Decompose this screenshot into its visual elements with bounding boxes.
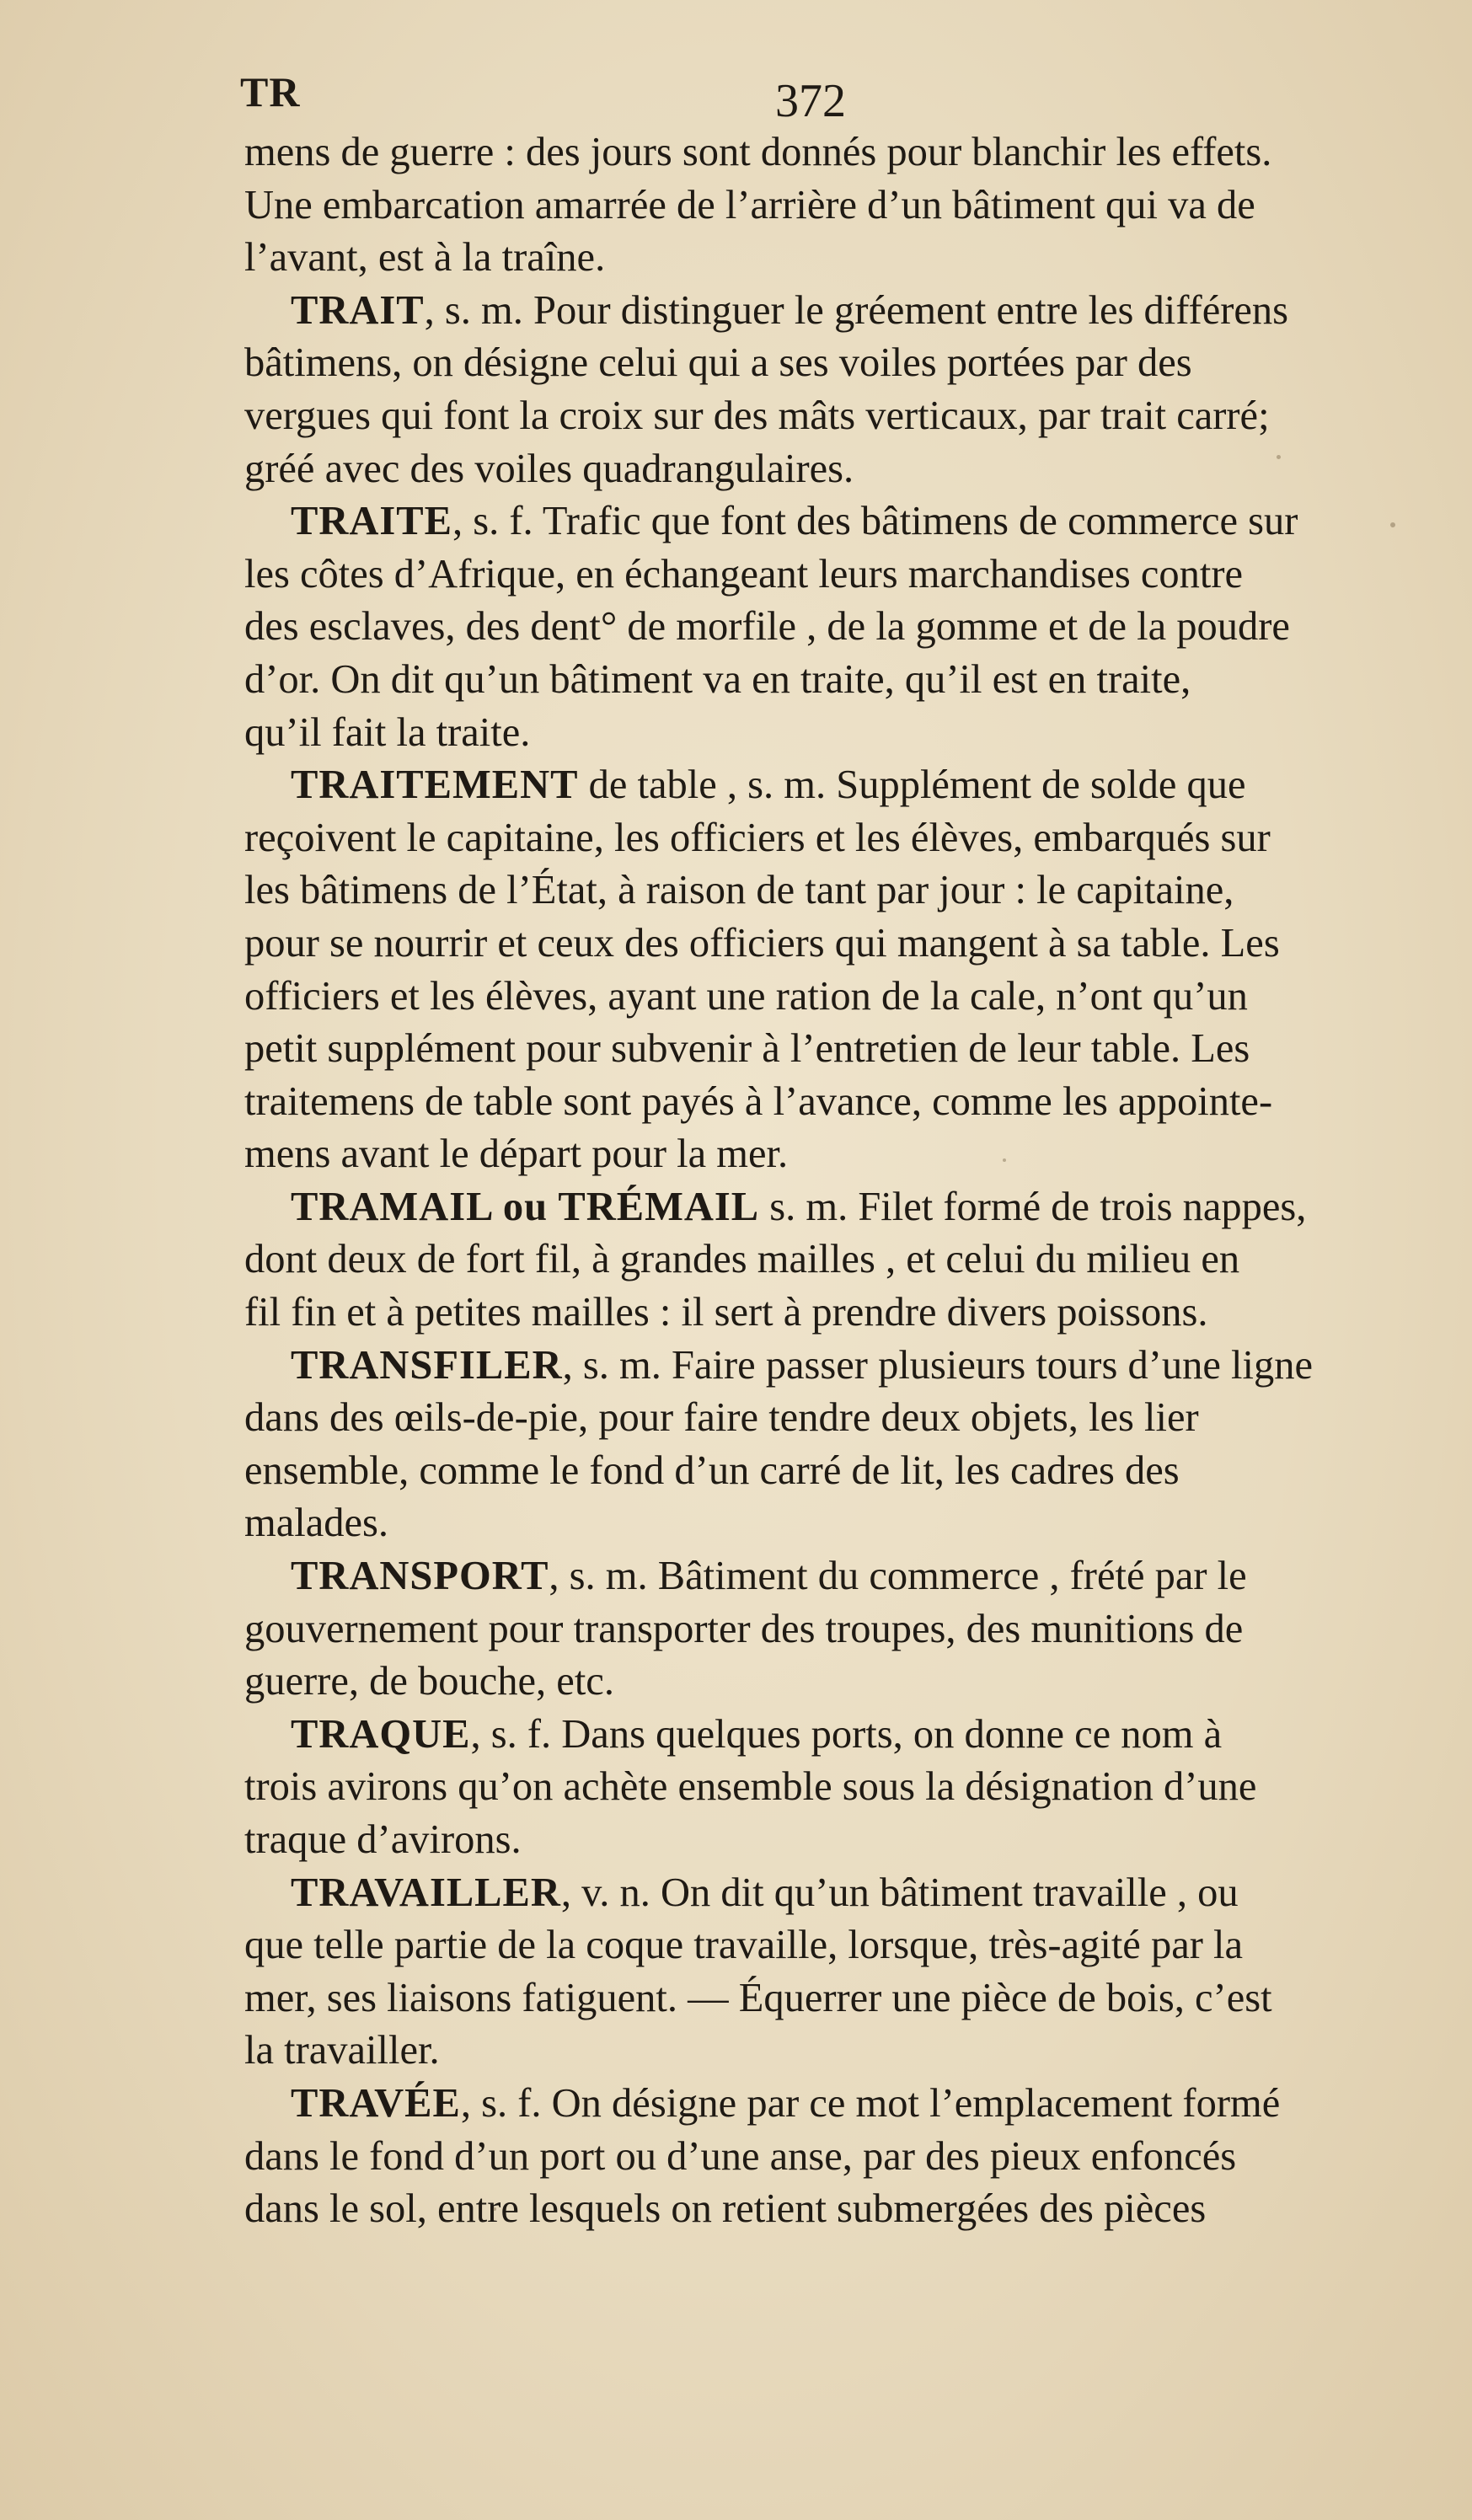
page-number: 372 xyxy=(775,75,846,127)
headword: TRAVAILLER xyxy=(291,1870,561,1915)
line-text: officiers et les élèves, ayant une ration de la cale, n’ont qu’un xyxy=(244,973,1248,1019)
line-text: , s. f. On désigne par ce mot l’emplacement formé xyxy=(460,2080,1281,2126)
line-text: malades. xyxy=(244,1501,389,1546)
line-text: Une embarcation amarrée de l’arrière d’un bâtiment qui va de xyxy=(244,182,1255,227)
line-text: d’or. On dit qu’un bâtiment va en traite, qu’il est en traite, xyxy=(244,656,1191,702)
text-line xyxy=(244,1287,1432,1340)
text-line xyxy=(244,918,1432,971)
text-line xyxy=(244,1076,1432,1129)
dictionary-entry xyxy=(244,1181,1432,1340)
dictionary-text xyxy=(244,126,1432,2236)
dictionary-entry xyxy=(244,1867,1432,2078)
line-text: mens avant le départ pour la mer. xyxy=(244,1132,789,1177)
text-line xyxy=(244,971,1432,1024)
text-line xyxy=(244,601,1432,654)
headword: TRAIT xyxy=(291,287,425,333)
line-text: s. m. Filet formé de trois nappes, xyxy=(759,1184,1307,1229)
text-line xyxy=(244,1445,1432,1498)
text-line xyxy=(244,1761,1432,1814)
line-text: fil fin et à petites mailles : il sert à prendre divers poissons. xyxy=(244,1290,1208,1335)
paper-speck xyxy=(493,2207,496,2211)
dictionary-entry xyxy=(244,1340,1432,1550)
running-head xyxy=(0,67,1472,135)
line-text: petit supplément pour subvenir à l’entretien de leur table. Les xyxy=(244,1026,1250,1072)
line-text: , s. m. Bâtiment du commerce , frété par le xyxy=(549,1554,1247,1599)
dictionary-entry xyxy=(244,1709,1432,1867)
line-text: , s. f. Trafic que font des bâtimens de commerce sur xyxy=(452,499,1298,544)
line-text: des esclaves, des dent° de morfile , de la gomme et de la poudre xyxy=(244,604,1290,650)
text-line xyxy=(244,654,1432,707)
line-text: traitemens de table sont payés à l’avance, comme les appointe- xyxy=(244,1078,1273,1124)
line-text: , s. f. Dans quelques ports, on donne ce nom à xyxy=(470,1711,1223,1757)
paper-speck xyxy=(1003,1158,1006,1162)
line-text: gouvernement pour transporter des troupes, des munitions de xyxy=(244,1606,1244,1651)
headword: TRAMAIL ou TRÉMAIL xyxy=(291,1184,760,1229)
dictionary-entry xyxy=(244,2078,1432,2236)
headword: TRANSFILER xyxy=(291,1342,563,1388)
line-text: , v. n. On dit qu’un bâtiment travaille , ou xyxy=(560,1870,1239,1915)
text-line xyxy=(244,812,1432,865)
line-text: gréé avec des voiles quadrangulaires. xyxy=(244,446,854,491)
text-line xyxy=(244,2078,1432,2131)
text-line xyxy=(244,1656,1432,1709)
line-text: pour se nourrir et ceux des officiers qui mangent à sa table. Les xyxy=(244,920,1280,966)
line-text: les côtes d’Afrique, en échangeant leurs marchandises contre xyxy=(244,551,1244,597)
line-text: les bâtimens de l’État, à raison de tant par jour : le capitaine, xyxy=(244,868,1234,913)
paper-speck xyxy=(1277,455,1281,459)
headword: TRAQUE xyxy=(291,1711,471,1757)
text-line xyxy=(244,1550,1432,1603)
text-line xyxy=(244,1392,1432,1445)
text-line xyxy=(244,1603,1432,1656)
text-line xyxy=(244,1972,1432,2025)
text-line xyxy=(244,759,1432,812)
text-line xyxy=(244,285,1432,338)
line-text: , s. m. Pour distinguer le gréement entre les différens xyxy=(424,287,1289,333)
text-line xyxy=(244,179,1432,233)
line-text: traque d’avirons. xyxy=(244,1817,522,1862)
text-line xyxy=(244,1919,1432,1972)
text-line xyxy=(244,337,1432,390)
text-line xyxy=(244,548,1432,602)
line-text: ensemble, comme le fond d’un carré de lit, les cadres des xyxy=(244,1447,1180,1493)
line-text: dans le sol, entre lesquels on retient submergées des pièces xyxy=(244,2186,1207,2232)
dictionary-entry xyxy=(244,126,1432,285)
line-text: bâtimens, on désigne celui qui a ses voiles portées par des xyxy=(244,340,1192,386)
text-line xyxy=(244,864,1432,918)
line-text: mens de guerre : des jours sont donnés pour blanchir les effets. xyxy=(244,130,1272,174)
line-text: l’avant, est à la traîne. xyxy=(244,235,606,281)
text-line xyxy=(244,443,1432,496)
text-line xyxy=(244,1023,1432,1076)
headword: TRAITE xyxy=(291,499,452,544)
text-line xyxy=(244,2131,1432,2184)
text-line xyxy=(244,1497,1432,1550)
text-line xyxy=(244,495,1432,548)
dictionary-entry xyxy=(244,495,1432,759)
line-text: dans des œils-de-pie, pour faire tendre deux objets, les lier xyxy=(244,1395,1199,1441)
line-text: la travailler. xyxy=(244,2028,440,2073)
text-line xyxy=(244,126,1432,179)
text-line xyxy=(244,1709,1432,1762)
headword: TRAVÉE xyxy=(291,2080,461,2126)
text-line xyxy=(244,1867,1432,1920)
line-text: de table , s. m. Supplément de solde que xyxy=(578,762,1246,808)
dictionary-entry xyxy=(244,759,1432,1181)
headword: TRANSPORT xyxy=(291,1554,549,1599)
text-line xyxy=(244,390,1432,443)
headword: TRAITEMENT xyxy=(291,762,579,808)
text-line xyxy=(244,1128,1432,1181)
line-text: que telle partie de la coque travaille, lorsque, très-agité par la xyxy=(244,1923,1244,1968)
line-text: reçoivent le capitaine, les officiers et les élèves, embarqués sur xyxy=(244,815,1271,860)
line-text: trois avirons qu’on achète ensemble sous la désignation d’une xyxy=(244,1764,1257,1810)
text-line xyxy=(244,1181,1432,1234)
text-line xyxy=(244,1233,1432,1287)
dictionary-entry xyxy=(244,285,1432,495)
text-line xyxy=(244,232,1432,285)
text-line xyxy=(244,2183,1432,2236)
line-text: dans le fond d’un port ou d’une anse, par des pieux enfoncés xyxy=(244,2133,1237,2179)
paper-speck xyxy=(1390,522,1395,527)
text-line xyxy=(244,707,1432,760)
line-text: , s. m. Faire passer plusieurs tours d’une ligne xyxy=(562,1342,1313,1388)
section-letters: TR xyxy=(240,68,301,115)
line-text: dont deux de fort fil, à grandes mailles , et celui du milieu en xyxy=(244,1237,1240,1282)
line-text: qu’il fait la traite. xyxy=(244,709,531,755)
line-text: vergues qui font la croix sur des mâts verticaux, par trait carré; xyxy=(244,393,1270,438)
text-line xyxy=(244,1340,1432,1393)
line-text: mer, ses liaisons fatiguent. — Équerrer une pièce de bois, c’est xyxy=(244,1975,1272,2020)
line-text: guerre, de bouche, etc. xyxy=(244,1659,614,1704)
text-line xyxy=(244,2025,1432,2078)
dictionary-entry xyxy=(244,1550,1432,1709)
text-line xyxy=(244,1814,1432,1867)
